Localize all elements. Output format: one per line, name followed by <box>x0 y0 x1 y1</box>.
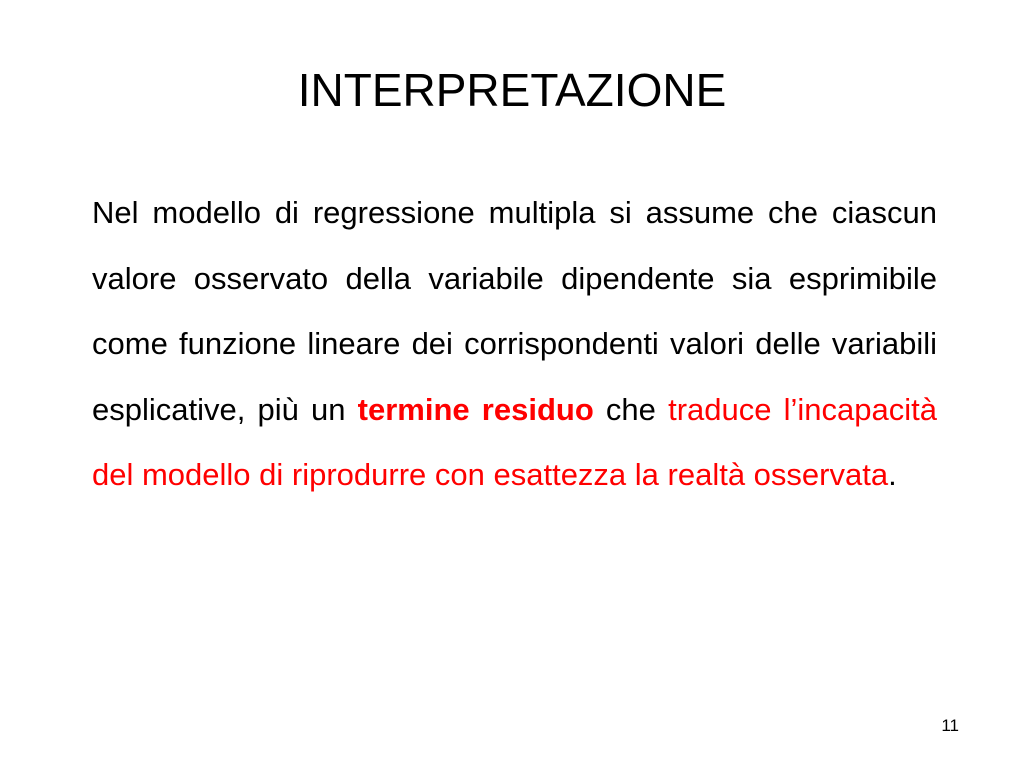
slide-body-paragraph <box>92 180 937 508</box>
page-number: 11 <box>941 716 959 735</box>
body-text-part1: Nel modello di regressione multipla si assume che ciascun valore osservato della variabile dipendente sia esprimibile come funzione lineare dei corrispondenti valori delle variabili esplicative, più un <box>92 195 937 427</box>
body-text-part2: che <box>593 391 669 427</box>
slide-title: INTERPRETAZIONE <box>297 64 727 116</box>
highlight-explanation: traduce l’incapacità del modello di riprodurre con esattezza la realtà osservata <box>92 391 937 492</box>
highlight-term: termine residuo <box>357 391 594 427</box>
body-text-ending: . <box>888 457 897 492</box>
